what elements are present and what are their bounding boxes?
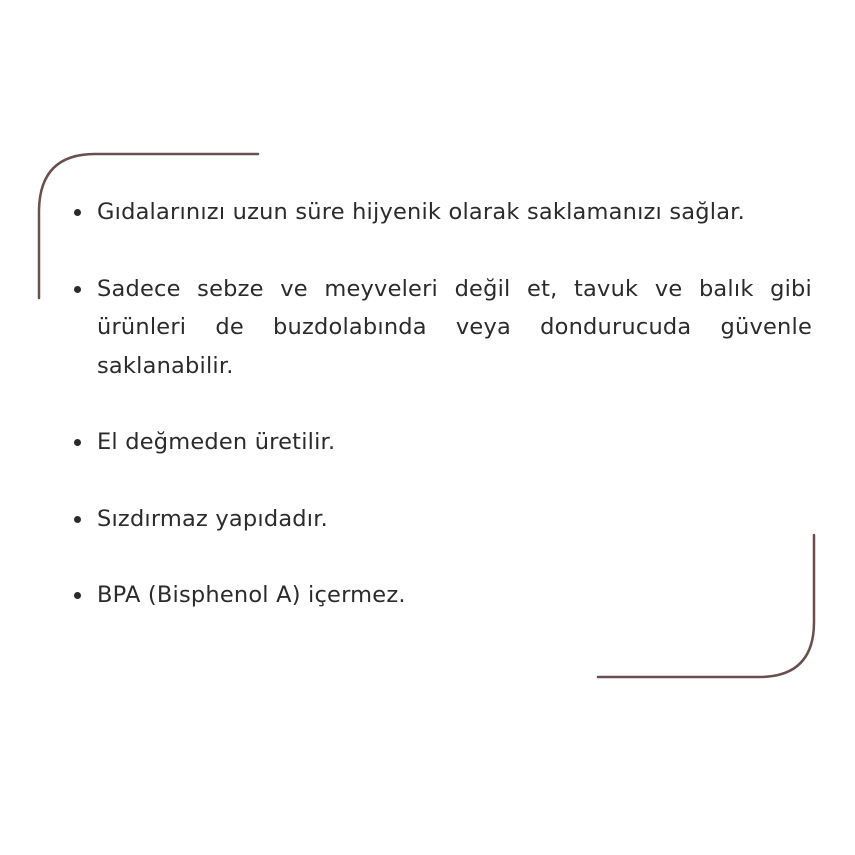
bullet-icon <box>74 516 81 523</box>
bullet-icon <box>74 286 81 293</box>
bullet-icon <box>74 209 81 216</box>
list-item <box>72 500 812 539</box>
feature-text: Sadece sebze ve meyveleri değil et, tavuk ve balık gibi ürünleri de buzdolabında veya dondurucuda güvenle saklanabilir. <box>97 275 812 379</box>
feature-text: Gıdalarınızı uzun süre hijyenik olarak saklamanızı sağlar. <box>97 199 745 225</box>
feature-text: El değmeden üretilir. <box>97 429 336 455</box>
bullet-icon <box>74 592 81 599</box>
feature-text: Sızdırmaz yapıdadır. <box>97 505 328 532</box>
bullet-icon <box>74 439 81 446</box>
list-item <box>72 270 812 386</box>
feature-list <box>72 193 812 615</box>
feature-text: BPA (Bisphenol A) içermez. <box>97 582 406 608</box>
list-item <box>72 576 812 615</box>
list-item <box>72 423 812 462</box>
list-item <box>72 193 812 232</box>
